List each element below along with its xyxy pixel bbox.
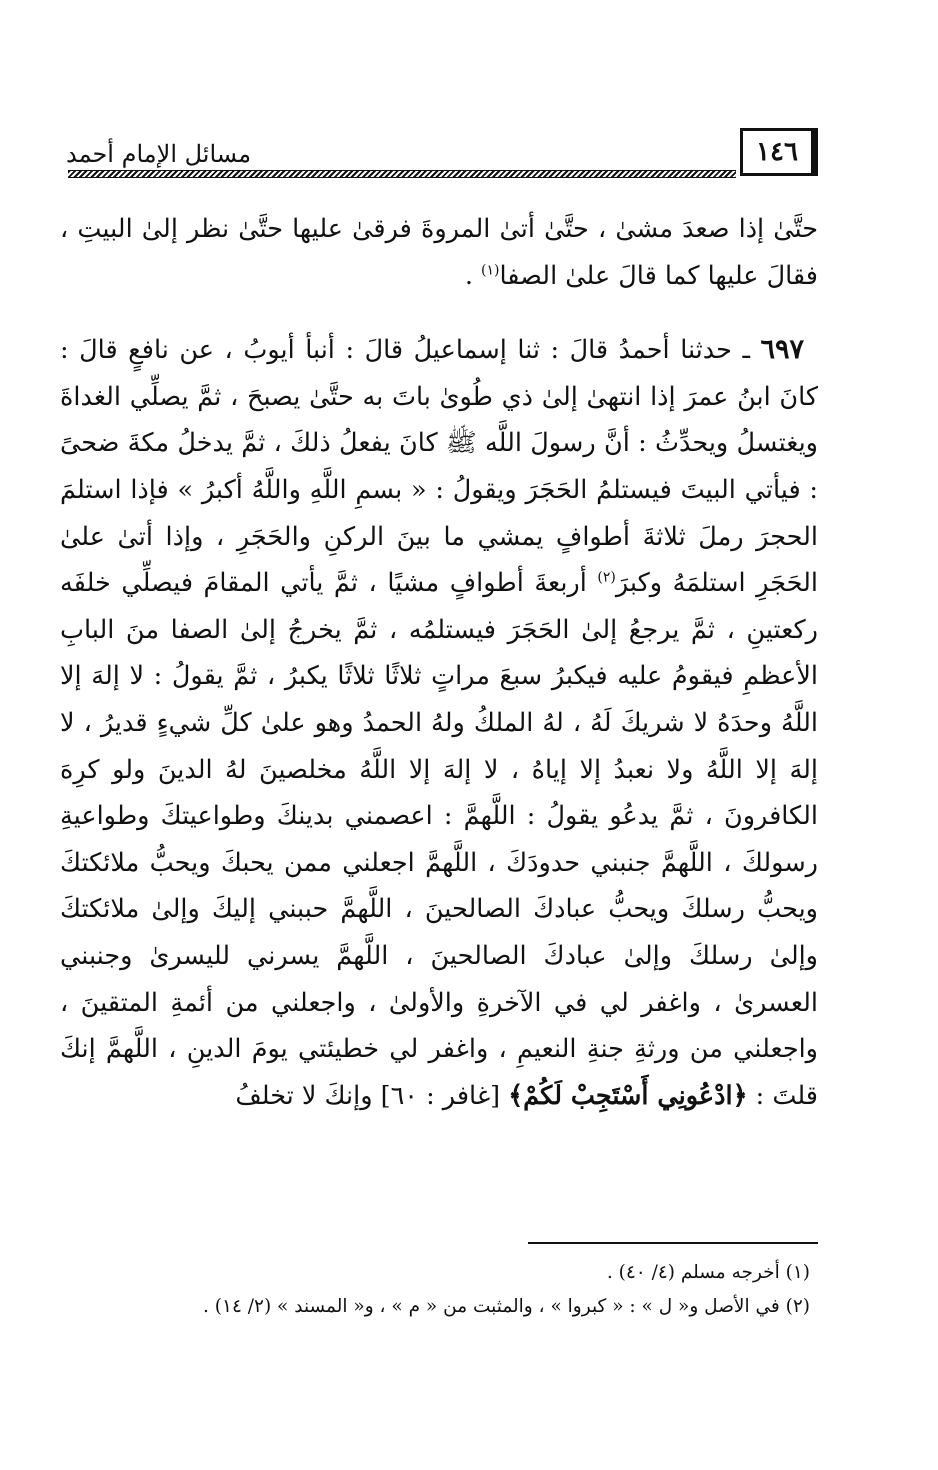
header-rule (68, 170, 736, 178)
paragraph-2 (60, 327, 818, 1119)
footnotes (60, 1256, 818, 1324)
footnote-rule (528, 1242, 818, 1244)
paragraph-1-end: . (464, 260, 482, 291)
paragraph-2-part-2: أربعةَ أطوافٍ مشيًا ، ثمَّ يأتي المقامَ فيصلِّي خلفَه ركعتينِ ، ثمَّ يرجعُ إلىٰ الحَجَرَ فيستلمُه ، ثمَّ يخرجُ إلىٰ الصفا منَ البابِ الأعظمِ فيقومُ عليه فيكبرُ سبعَ مراتٍ ثلاثًا ثلاثًا يكبرُ ، ثمَّ يقولُ : لا إلهَ إلا اللَّهُ وحدَهُ لا شريكَ لَهُ ، لهُ الملكُ ولهُ الحمدُ وهو علىٰ كلِّ شيءٍ قديرُ ، لا إلهَ إلا اللَّهُ ولا نعبدُ إلا إياهُ ، لا إلهَ إلا اللَّهُ مخلصينَ لهُ الدينَ ولو كرِهَ الكافرونَ ، ثمَّ يدعُو يقولُ : اللَّهمَّ : اعصمني بدينكَ وطواعيتكَ وطواعيةِ رسولكَ ، اللَّهمَّ جنبني حدودَكَ ، اللَّهمَّ اجعلني ممن يحبكَ ويحبُّ ملائكتكَ ويحبُّ رسلكَ ويحبُّ عبادكَ الصالحينَ ، اللَّهمَّ حببني إليكَ وإلىٰ ملائكتكَ وإلىٰ رسلكَ وإلىٰ عبادكَ الصالحينَ ، اللَّهمَّ يسرني لليسرىٰ وجنبني العسرىٰ ، واغفر لي في الآخرةِ والأولىٰ ، واجعلني من أئمةِ المتقينَ ، واجعلني من ورثةِ جنةِ النعيمِ ، واغفر لي خطيئتي يومَ الدينِ ، اللَّهمَّ إنكَ قلتَ : (60, 568, 818, 1111)
footnote-1: (١) أخرجه مسلم (٤/ ٤٠) . (606, 1262, 810, 1283)
footnote-ref-1: (١) (481, 262, 500, 279)
paragraph-1 (60, 206, 818, 299)
hadith-number: ٦٩٧ (760, 334, 804, 366)
footnote-ref-2: (٢) (597, 569, 616, 586)
footnote-2: (٢) في الأصل و« ل » : « كبروا » ، والمثبت من « م » ، و« المسند » (٢/ ١٤) . (203, 1296, 810, 1317)
book-page (60, 118, 818, 1358)
paragraph-2-part-3: [غافر : ٦٠] وإنكَ لا تخلفُ (235, 1080, 509, 1111)
paragraph-2-part-1: ـ حدثنا أحمدُ قالَ : ثنا إسماعيلُ قالَ : أنبأ أيوبُ ، عن نافعٍ قالَ : كانَ ابنُ عمرَ إذا انتهىٰ إلىٰ ذي طُوىٰ باتَ به حتَّىٰ يصبحَ ، ثمَّ يصلِّي الغداةَ ويغتسلُ ويحدِّثُ : أنَّ رسولَ اللَّه ﷺ كانَ يفعلُ ذلكَ ، ثمَّ يدخلُ مكةَ ضحىً : فيأتي البيتَ فيستلمُ الحَجَرَ ويقولُ : « بسمِ اللَّهِ واللَّهُ أكبرُ » فإذا استلمَ الحجرَ رملَ ثلاثةَ أطوافٍ يمشي ما بينَ الركنِ والحَجَرِ ، وإذا أتىٰ علىٰ الحَجَرِ استلمَهُ وكبرَ (60, 335, 819, 599)
running-title: مسائل الإمام أحمد (66, 140, 252, 168)
page-header (60, 118, 818, 182)
quran-verse: ﴿ادْعُونِي أَسْتَجِبْ لَكُمْ﴾ (508, 1080, 748, 1111)
page-number: ١٤٦ (740, 128, 818, 176)
body-text (60, 206, 818, 1119)
paragraph-1-text: حتَّىٰ إذا صعدَ مشىٰ ، حتَّىٰ أتىٰ المروةَ فرقىٰ عليها حتَّىٰ نظر إلىٰ البيتِ ، فقالَ عليها كما قالَ علىٰ الصفا (60, 214, 818, 291)
